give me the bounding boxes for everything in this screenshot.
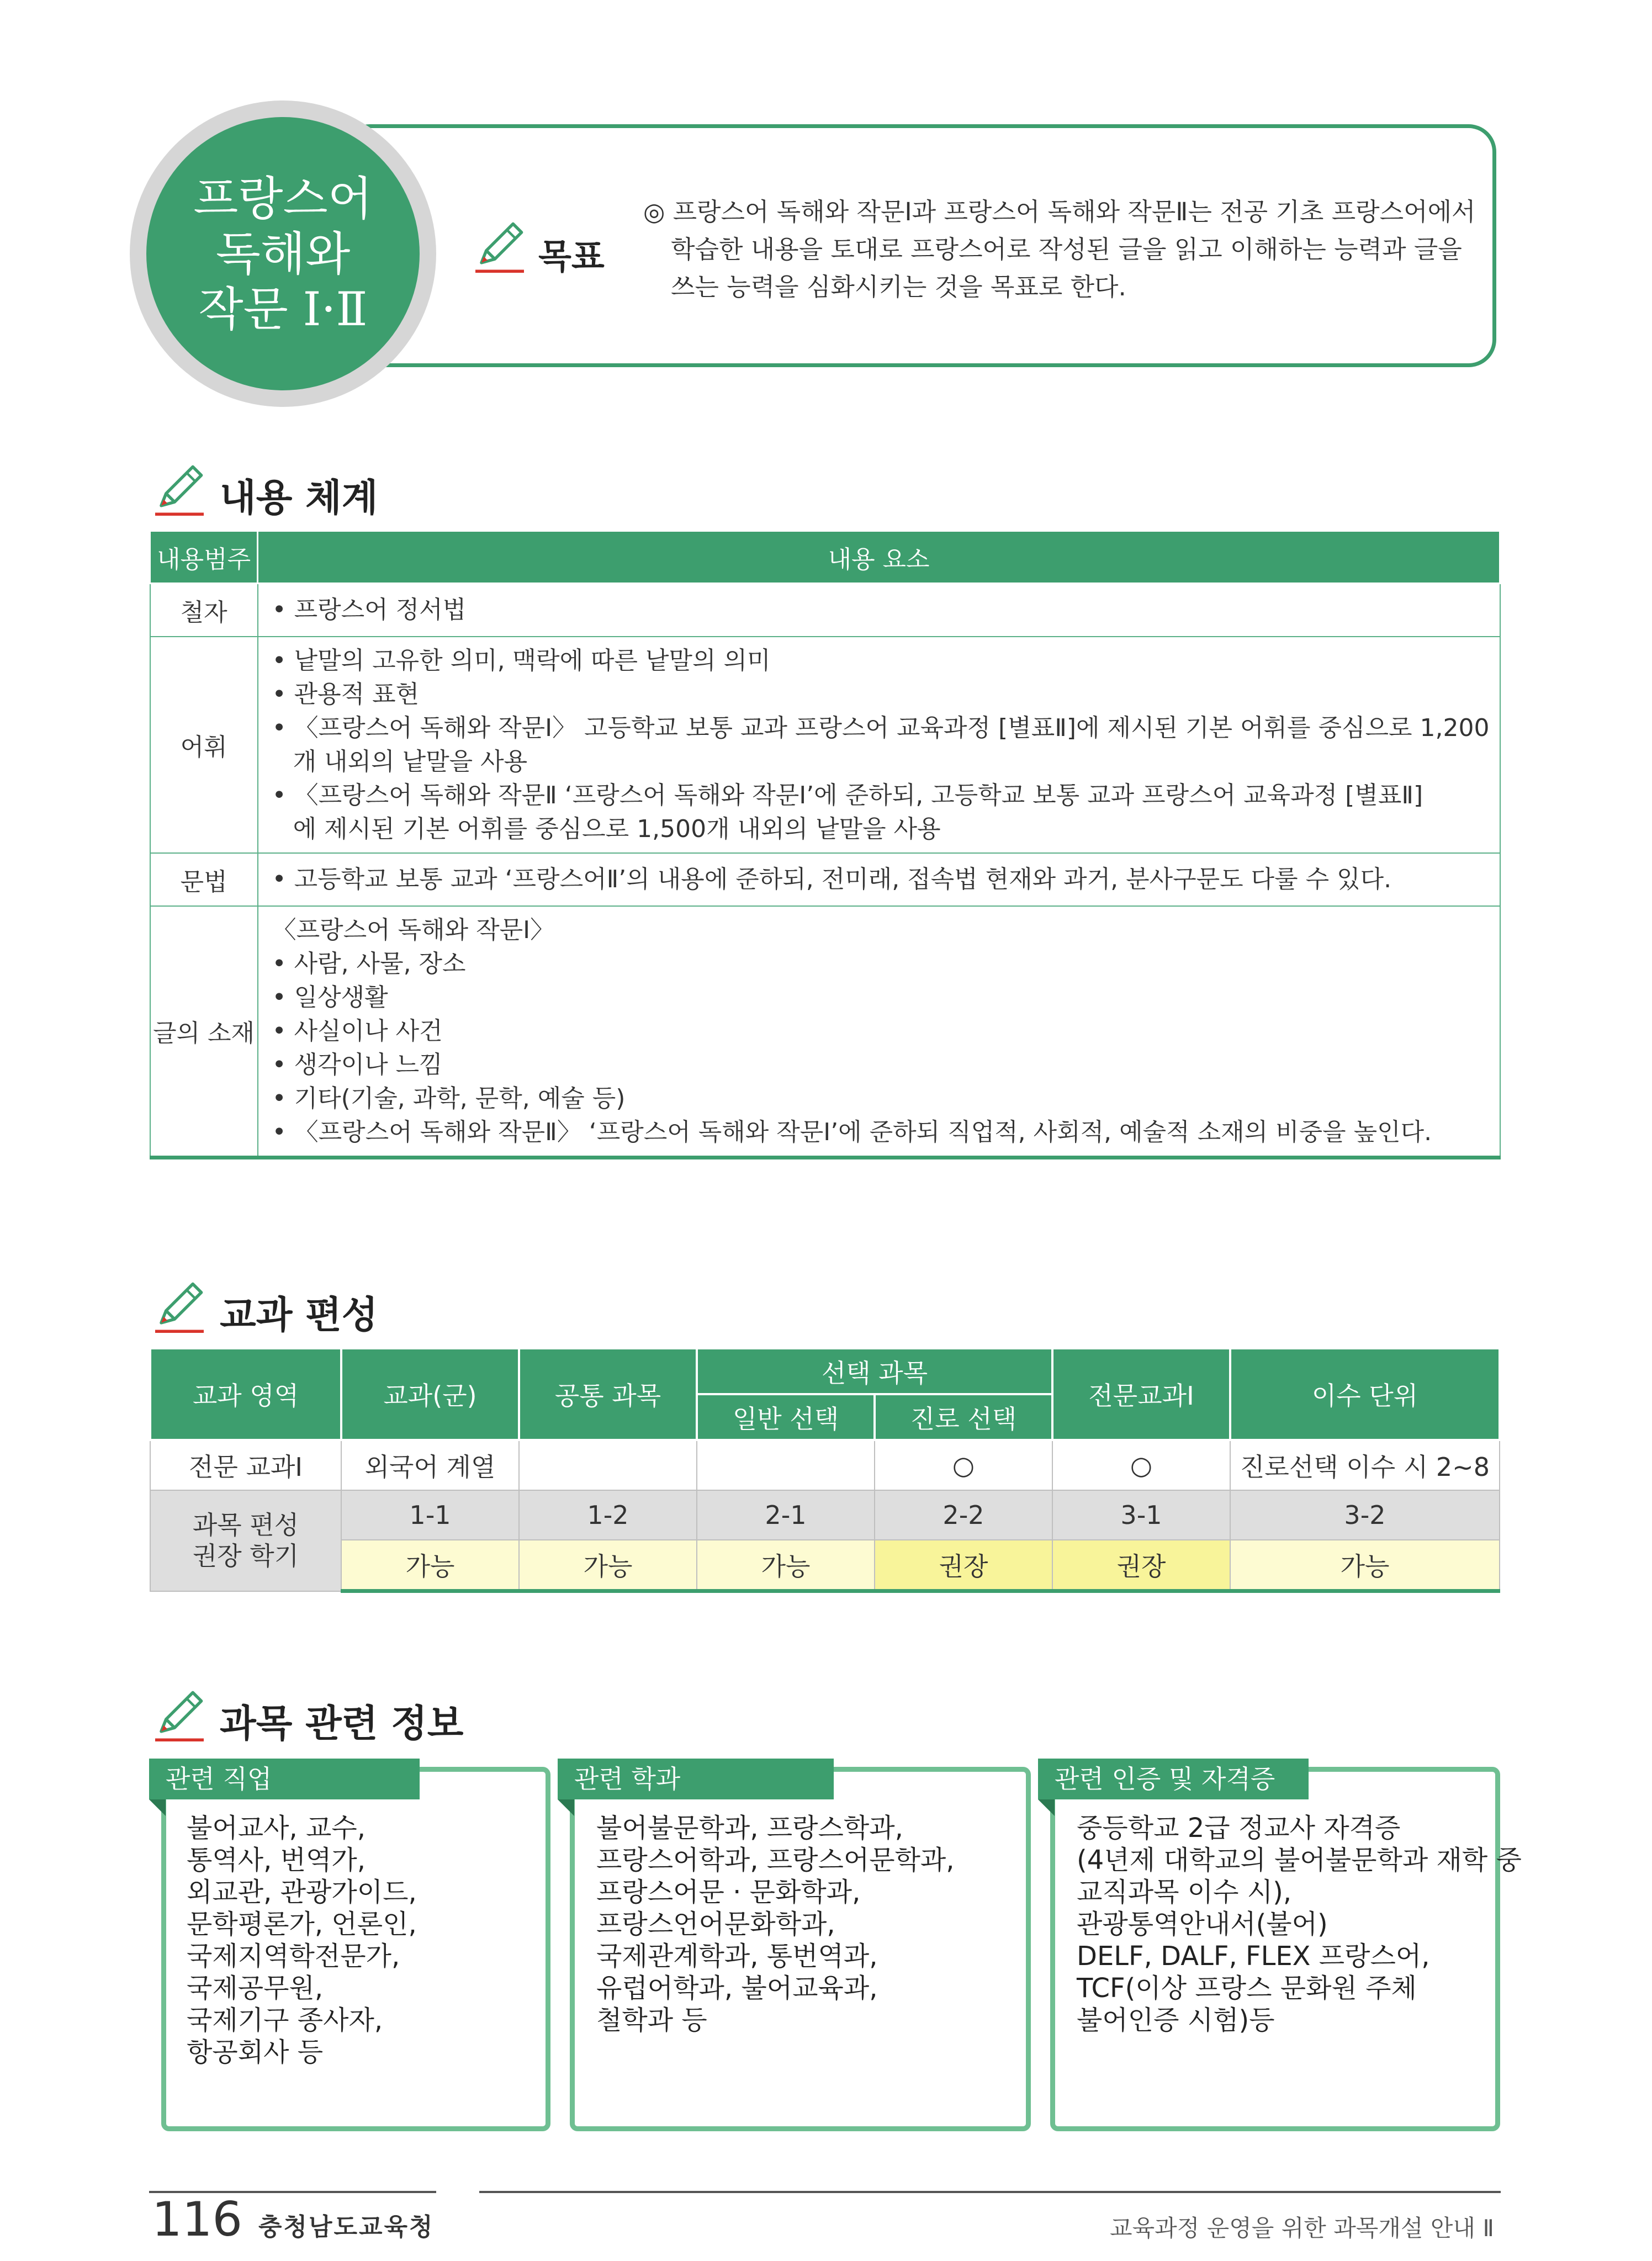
- content-system-title: 내용 체계: [220, 476, 378, 520]
- content-line: • 〈프랑스어 독해와 작문Ⅱ〉 ‘프랑스어 독해와 작문Ⅰ’에 준하되 직업적, 사회적, 예술적 소재의 비중을 높인다.: [272, 1118, 1432, 1146]
- semester-label: [150, 1490, 341, 1591]
- content-system-table: [149, 530, 1501, 1159]
- column-header: 선택 과목: [697, 1348, 1052, 1394]
- info-line: 프랑스어문 · 문화학과,: [596, 1877, 861, 1908]
- table-cell: [519, 1440, 697, 1490]
- row-category: 문법: [150, 853, 258, 906]
- subject-badge: [146, 117, 420, 390]
- info-line: 항공회사 등: [187, 2037, 324, 2068]
- goal-label: 목표: [538, 236, 605, 277]
- content-line: • 사실이나 사건: [272, 1016, 443, 1045]
- row-content: [258, 853, 1500, 906]
- table-cell: 전문 교과Ⅰ: [150, 1440, 341, 1490]
- info-line: (4년제 대학교의 불어불문학과 재학 중: [1077, 1845, 1522, 1876]
- content-line: • 프랑스어 정서법: [272, 596, 467, 624]
- info-line: 교직과목 이수 시),: [1077, 1877, 1292, 1908]
- semester-cell: 1-1: [341, 1490, 519, 1540]
- subject-badge-line-3: 작문 Ⅰ·Ⅱ: [198, 282, 368, 336]
- tab-fold: [558, 1799, 574, 1816]
- curriculum-title: 교과 편성: [220, 1294, 378, 1337]
- availability-cell: 가능: [519, 1540, 697, 1591]
- semester-label-line: 권장 학기: [192, 1541, 299, 1571]
- content-line: • 〈프랑스어 독해와 작문Ⅰ〉 고등학교 보통 교과 프랑스어 교육과정 [별표Ⅱ]에 제시된 기본 어휘를 중심으로 1,200: [272, 713, 1490, 742]
- column-header: 내용 요소: [258, 531, 1500, 584]
- tab-fold: [149, 1799, 166, 1816]
- pencil-icon: [149, 1275, 210, 1336]
- info-line: 국제관계학과, 통번역과,: [596, 1941, 878, 1972]
- semester-label-line: 과목 편성: [192, 1510, 299, 1540]
- column-header: 교과 영역: [150, 1348, 341, 1440]
- info-line: 국제지역학전문가,: [187, 1941, 400, 1972]
- pencil-icon: [149, 458, 210, 519]
- related-jobs-text: [187, 1812, 417, 2068]
- row-content: [258, 906, 1500, 1158]
- row-category: 글의 소재: [150, 906, 258, 1158]
- info-line: DELF, DALF, FLEX 프랑스어,: [1077, 1941, 1430, 1972]
- row-category: 어휘: [150, 637, 258, 853]
- goal-line: ◎ 프랑스어 독해와 작문Ⅰ과 프랑스어 독해와 작문Ⅱ는 전공 기초 프랑스어에서: [643, 197, 1476, 226]
- info-line: 불어인증 시험)등: [1077, 2005, 1275, 2036]
- content-line: • 생각이나 느낌: [272, 1050, 443, 1079]
- info-line: 불어불문학과, 프랑스학과,: [596, 1813, 903, 1844]
- column-header: 일반 선택: [697, 1394, 875, 1440]
- row-content: [258, 637, 1500, 853]
- semester-cell: 2-2: [875, 1490, 1052, 1540]
- content-line: • 기타(기술, 과학, 문학, 예술 등): [272, 1084, 626, 1113]
- content-line: • 〈프랑스어 독해와 작문Ⅱ ‘프랑스어 독해와 작문Ⅰ’에 준하되, 고등학교 보통 교과 프랑스어 교육과정 [별표Ⅱ]: [272, 781, 1423, 809]
- related-certifications-text: [1077, 1812, 1522, 2036]
- availability-cell: 가능: [697, 1540, 875, 1591]
- content-line: • 사람, 사물, 장소: [272, 949, 466, 978]
- content-line: • 일상생활: [272, 983, 388, 1012]
- info-line: 통역사, 번역가,: [187, 1845, 366, 1876]
- info-line: 철학과 등: [596, 2005, 707, 2036]
- row-content: [258, 584, 1500, 637]
- table-row: [150, 906, 1500, 1158]
- table-header-row: [150, 1348, 1500, 1394]
- content-line: • 낱말의 고유한 의미, 맥락에 따른 낱말의 의미: [272, 646, 771, 675]
- table-header-row: [150, 531, 1500, 584]
- subject-badge-line-1: 프랑스어: [193, 171, 373, 226]
- column-header: 전문교과Ⅰ: [1052, 1348, 1230, 1440]
- table-row: [150, 853, 1500, 906]
- subject-badge-line-2: 독해와: [215, 226, 351, 281]
- table-row: [150, 1490, 1500, 1540]
- column-header: 이수 단위: [1230, 1348, 1500, 1440]
- goal-line: 학습한 내용을 토대로 프랑스어로 작성된 글을 읽고 이해하는 능력과 글을: [671, 235, 1462, 264]
- semester-cell: 3-2: [1230, 1490, 1500, 1540]
- content-line: 〈프랑스어 독해와 작문Ⅰ〉: [272, 915, 555, 944]
- pencil-icon: [469, 215, 530, 276]
- table-row: [150, 584, 1500, 637]
- semester-cell: 3-1: [1052, 1490, 1230, 1540]
- info-line: TCF(이상 프랑스 문화원 주체: [1077, 1973, 1417, 2004]
- semester-cell: 2-1: [697, 1490, 875, 1540]
- column-header: 진로 선택: [875, 1394, 1052, 1440]
- table-row: [150, 1540, 1500, 1591]
- info-line: 국제공무원,: [187, 1973, 324, 2004]
- availability-cell: 가능: [341, 1540, 519, 1591]
- info-line: 국제기구 종사자,: [187, 2005, 383, 2036]
- curriculum-table: [149, 1347, 1501, 1593]
- footer-rule-right: [479, 2191, 1501, 2193]
- table-row: [150, 637, 1500, 853]
- publisher: 충청남도교육청: [258, 2213, 435, 2241]
- column-header: 내용범주: [150, 531, 258, 584]
- running-title: 교육과정 운영을 위한 과목개설 안내 Ⅱ: [1110, 2215, 1495, 2242]
- info-line: 중등학교 2급 정교사 자격증: [1077, 1813, 1401, 1844]
- related-jobs-tab: 관련 직업: [149, 1759, 420, 1799]
- availability-cell: 권장: [1052, 1540, 1230, 1591]
- info-line: 문학평론가, 언론인,: [187, 1909, 417, 1940]
- content-line: 에 제시된 기본 어휘를 중심으로 1,500개 내외의 낱말을 사용: [293, 814, 941, 843]
- content-line: • 고등학교 보통 교과 ‘프랑스어Ⅱ’의 내용에 준하되, 전미래, 접속법 현재와 과거, 분사구문도 다룰 수 있다.: [272, 865, 1392, 893]
- table-cell: 진로선택 이수 시 2~8: [1230, 1440, 1500, 1490]
- info-line: 외교관, 관광가이드,: [187, 1877, 417, 1908]
- row-category: 철자: [150, 584, 258, 637]
- table-cell: [697, 1440, 875, 1490]
- info-line: 불어교사, 교수,: [187, 1813, 366, 1844]
- column-header: 교과(군): [341, 1348, 519, 1440]
- info-line: 유럽어학과, 불어교육과,: [596, 1973, 878, 2004]
- table-cell: ○: [875, 1440, 1052, 1490]
- related-departments-tab: 관련 학과: [558, 1759, 834, 1799]
- info-line: 프랑스언어문화학과,: [596, 1909, 835, 1940]
- table-cell: 외국어 계열: [341, 1440, 519, 1490]
- goal-line: 쓰는 능력을 심화시키는 것을 목표로 한다.: [671, 272, 1126, 301]
- semester-cell: 1-2: [519, 1490, 697, 1540]
- column-header: 공통 과목: [519, 1348, 697, 1440]
- table-row: [150, 1440, 1500, 1490]
- content-line: • 관용적 표현: [272, 680, 420, 708]
- info-line: 관광통역안내서(불어): [1077, 1909, 1328, 1940]
- related-departments-text: [596, 1812, 955, 2036]
- table-cell: ○: [1052, 1440, 1230, 1490]
- content-line: 개 내외의 낱말을 사용: [293, 747, 528, 776]
- related-certifications-tab: 관련 인증 및 자격증: [1038, 1759, 1309, 1799]
- info-line: 프랑스어학과, 프랑스어문학과,: [596, 1845, 955, 1876]
- goal-text: [643, 193, 1476, 306]
- pencil-icon: [149, 1684, 210, 1745]
- related-info-title: 과목 관련 정보: [220, 1702, 464, 1746]
- availability-cell: 권장: [875, 1540, 1052, 1591]
- tab-fold: [1038, 1799, 1055, 1816]
- page-number: 116: [152, 2192, 243, 2247]
- availability-cell: 가능: [1230, 1540, 1500, 1591]
